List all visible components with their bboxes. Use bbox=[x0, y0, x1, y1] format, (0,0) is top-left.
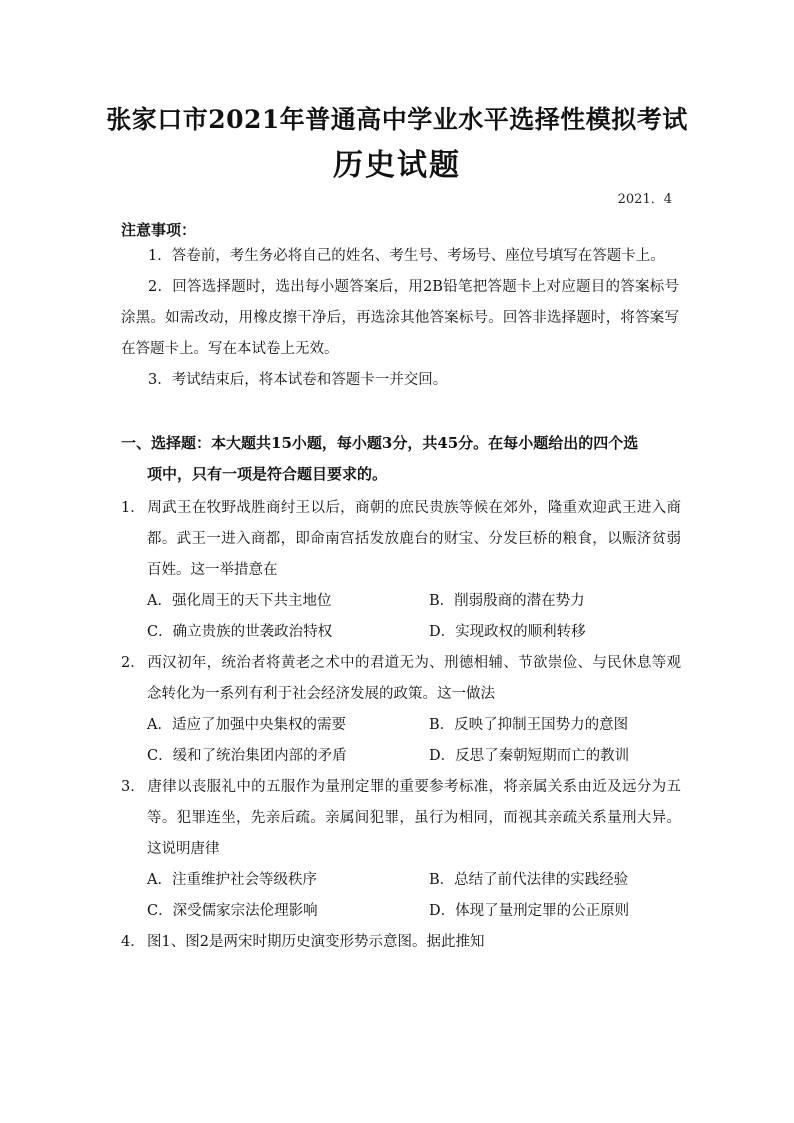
option-d: D．体现了量刑定罪的公正原则 bbox=[429, 903, 630, 919]
question-number: 3． bbox=[121, 779, 145, 795]
question-text: 西汉初年，统治者将黄老之术中的君道无为、刑德相辅、节欲崇俭、与民休息等观念转化为一系列有利于社会经济发展的政策。这一做法 bbox=[147, 655, 681, 702]
option-b: B．反映了抑制王国势力的意图 bbox=[429, 717, 629, 733]
option-a: A．强化周王的天下共主地位 bbox=[147, 593, 332, 609]
option-d: D．反思了秦朝短期而亡的教训 bbox=[429, 748, 630, 764]
option-d: D．实现政权的顺利转移 bbox=[429, 624, 586, 640]
option-c: C．深受儒家宗法伦理影响 bbox=[147, 903, 318, 919]
question-1 bbox=[121, 493, 681, 648]
exam-title: 张家口市2021年普通高中学业水平选择性模拟考试 bbox=[106, 105, 688, 134]
option-a: A．注重维护社会等级秩序 bbox=[147, 872, 317, 888]
section-heading-line1: 一、选择题：本大题共15小题，每小题3分，共45分。在每小题给出的四个选 bbox=[121, 434, 639, 452]
section-heading-line2: 项中，只有一项是符合题目要求的。 bbox=[147, 465, 388, 483]
question-stem bbox=[121, 927, 681, 958]
question-list bbox=[121, 493, 681, 958]
option-c: C．确立贵族的世袭政治特权 bbox=[147, 624, 333, 640]
question-options bbox=[121, 865, 681, 927]
question-text: 图1、图2是两宋时期历史演变形势示意图。据此推知 bbox=[147, 934, 485, 950]
question-number: 4． bbox=[121, 934, 145, 950]
option-b: B．削弱殷商的潜在势力 bbox=[429, 593, 585, 609]
notes-heading: 注意事项： bbox=[121, 221, 197, 239]
notes-list bbox=[121, 241, 679, 396]
option-b: B．总结了前代法律的实践经验 bbox=[429, 872, 629, 888]
note-item: 1．答卷前，考生务必将自己的姓名、考生号、考场号、座位号填写在答题卡上。 bbox=[148, 248, 665, 264]
question-text: 唐律以丧服礼中的五服作为量刑定罪的重要参考标准，将亲属关系由近及远分为五等。犯罪连坐，先亲后疏。亲属间犯罪，虽行为相同，而视其亲疏关系量刑大异。这说明唐律 bbox=[147, 779, 681, 857]
note-item: 3．考试结束后，将本试卷和答题卡一并交回。 bbox=[148, 372, 448, 388]
question-3 bbox=[121, 772, 681, 927]
question-number: 1． bbox=[121, 500, 145, 516]
question-options bbox=[121, 710, 681, 772]
question-text: 周武王在牧野战胜商纣王以后，商朝的庶民贵族等候在郊外，隆重欢迎武王进入商都。武王一进入商都，即命南宫括发放鹿台的财宝、分发巨桥的粮食，以赈济贫弱百姓。这一举措意在 bbox=[147, 500, 681, 578]
question-stem bbox=[121, 648, 681, 710]
exam-date: 2021．4 bbox=[617, 192, 672, 207]
section-heading bbox=[121, 428, 681, 490]
question-options bbox=[121, 586, 681, 648]
question-number: 2． bbox=[121, 655, 145, 671]
option-c: C．缓和了统治集团内部的矛盾 bbox=[147, 748, 347, 764]
question-2 bbox=[121, 648, 681, 772]
question-stem bbox=[121, 772, 681, 865]
option-a: A．适应了加强中央集权的需要 bbox=[147, 717, 346, 733]
question-stem bbox=[121, 493, 681, 586]
note-item: 2．回答选择题时，选出每小题答案后，用2B铅笔把答题卡上对应题目的答案标号涂黑。如需改动，用橡皮擦干净后，再选涂其他答案标号。回答非选择题时，将答案写在答题卡上。写在本试卷上无效。 bbox=[121, 279, 679, 357]
exam-subject-title: 历史试题 bbox=[333, 148, 461, 183]
question-4 bbox=[121, 927, 681, 958]
